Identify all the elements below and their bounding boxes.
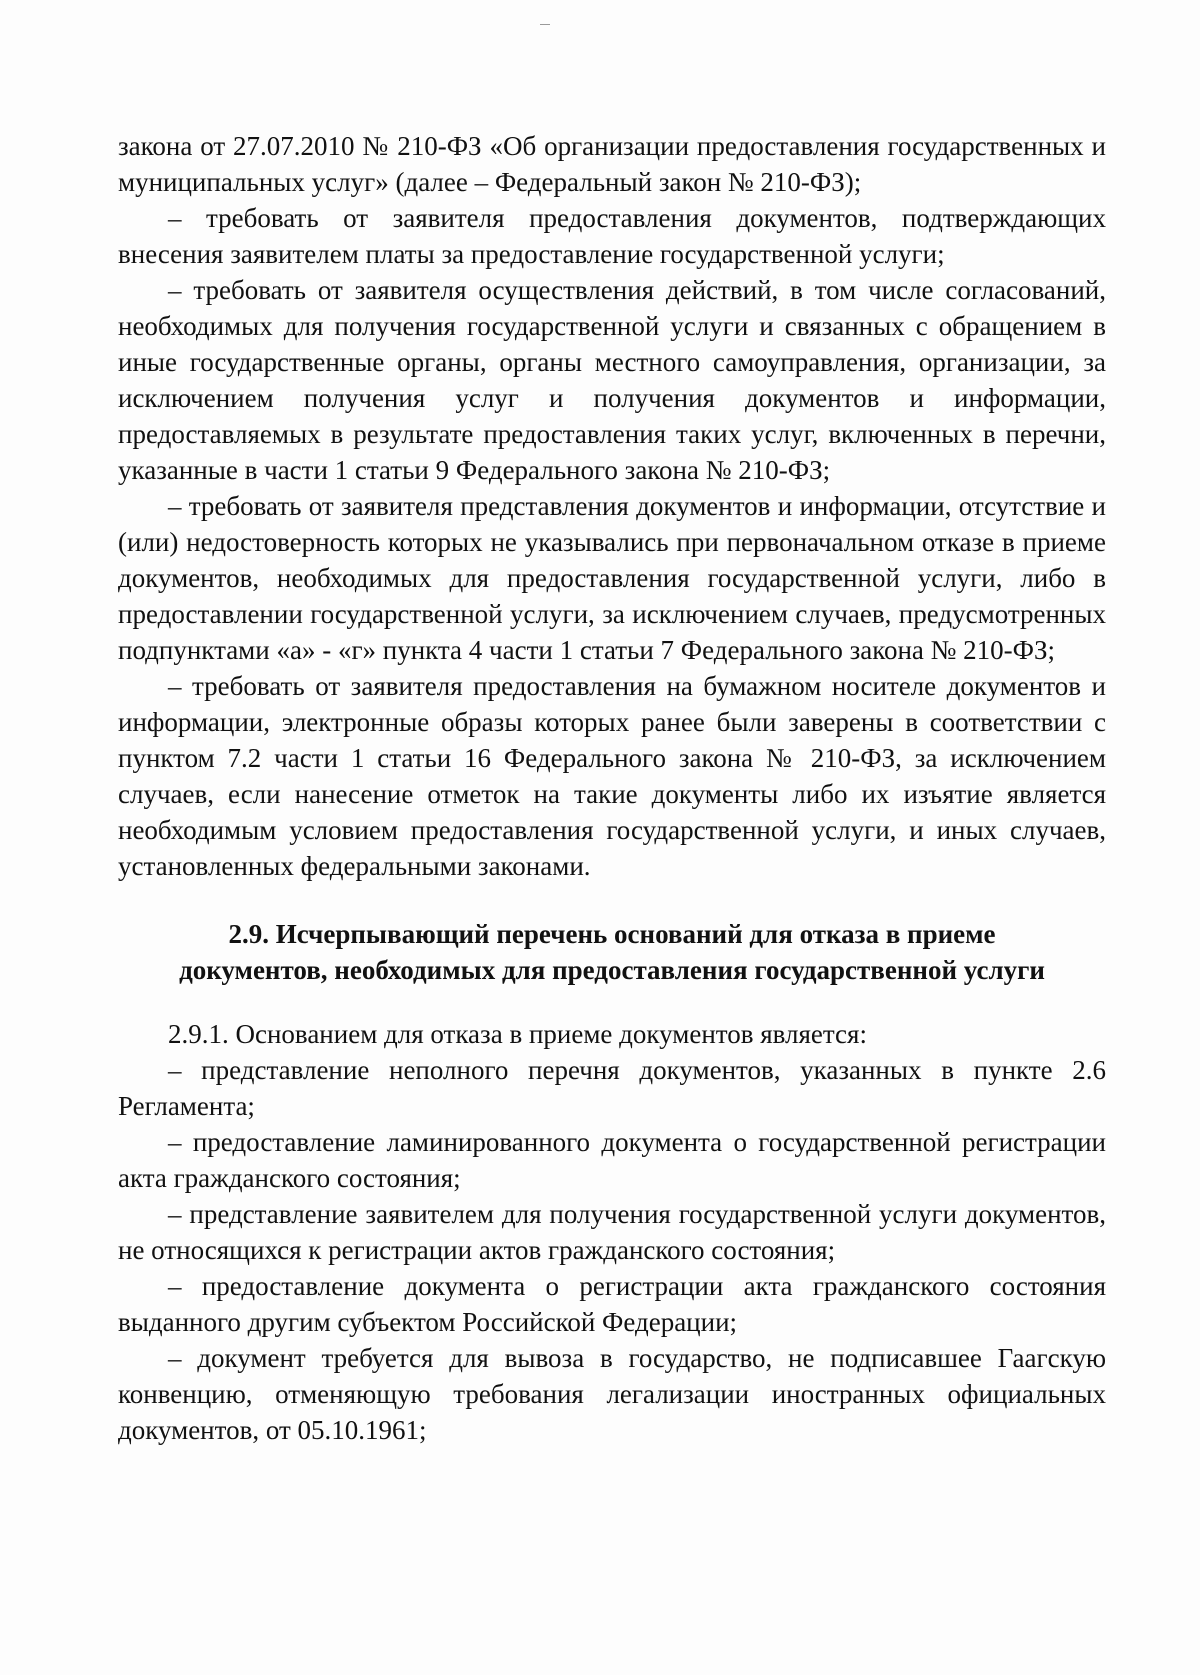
list-item-incomplete-documents: – представление неполного перечня документов, указанных в пункте 2.6 Регламента; [118, 1055, 1106, 1121]
paragraph-2-9-1: 2.9.1. Основанием для отказа в приеме документов является: [168, 1019, 867, 1049]
list-item-laminated-document: – предоставление ламинированного документа о государственной регистрации акта гражданского состояния; [118, 1127, 1106, 1193]
document-body [118, 128, 1106, 1448]
list-item-hague-convention: – документ требуется для вывоза в государство, не подписавшее Гаагскую конвенцию, отменяющую требования легализации иностранных официальных документов, от 05.10.1961; [118, 1343, 1106, 1445]
list-item-unrelated-documents: – представление заявителем для получения государственной услуги документов, не относящихся к регистрации актов гражданского состояния; [118, 1199, 1106, 1265]
scan-artifact-mark [540, 24, 550, 25]
section-heading-2-9 [118, 916, 1106, 988]
list-item-payment-documents: – требовать от заявителя предоставления документов, подтверждающих внесения заявителем платы за предоставление государственной услуги; [118, 203, 1106, 269]
list-item-other-subject-document: – предоставление документа о регистрации акта гражданского состояния выданного другим субъектом Российской Федерации; [118, 1271, 1106, 1337]
list-item-actions-approvals: – требовать от заявителя осуществления действий, в том числе согласований, необходимых для получения государственной услуги и связанных с обращением в иные государственные органы, органы местного самоуправления, организации, за исключением получения услуг и получения документов и информации, предоставляемых в результате предоставления таких услуг, включенных в перечни, указанные в части 1 статьи 9 Федерального закона № 210-ФЗ; [118, 275, 1106, 485]
list-item-paper-documents: – требовать от заявителя предоставления на бумажном носителе документов и информации, электронные образы которых ранее были заверены в соответствии с пунктом 7.2 части 1 статьи 16 Федерального закона № 210-ФЗ, за исключением случаев, если нанесение отметок на такие документы либо их изъятие является необходимым условием предоставления государственной услуги, и иных случаев, установленных федеральными законами. [118, 671, 1106, 881]
list-item-missing-information: – требовать от заявителя представления документов и информации, отсутствие и (или) недостоверность которых не указывались при первоначальном отказе в приеме документов, необходимых для предоставления государственной услуги, либо в предоставлении государственной услуги, за исключением случаев, предусмотренных подпунктами «а» - «г» пункта 4 части 1 статьи 7 Федерального закона № 210-ФЗ; [118, 491, 1106, 665]
paragraph-continuation: закона от 27.07.2010 № 210-ФЗ «Об организации предоставления государственных и муниципальных услуг» (далее – Федеральный закон № 210-ФЗ); [118, 131, 1106, 197]
section-heading-line-2: документов, необходимых для предоставления государственной услуги [179, 955, 1045, 985]
section-heading-line-1: 2.9. Исчерпывающий перечень оснований для отказа в приеме [228, 919, 996, 949]
